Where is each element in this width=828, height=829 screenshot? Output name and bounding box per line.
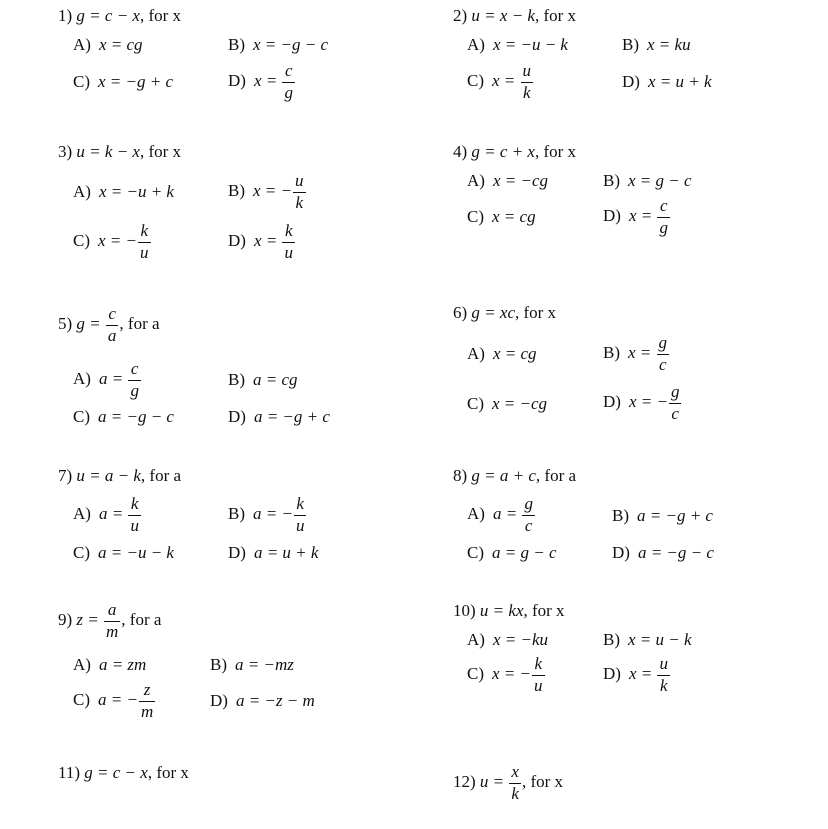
problem-equation: u = kx [479, 601, 524, 620]
problem-1-stem [58, 6, 181, 26]
problem-7-option-a[interactable]: A) a = $\frac{k}{u}$ [73, 494, 139, 535]
fraction: $\frac{c}{g}$ [284, 61, 293, 102]
problem-number: 1) [58, 6, 73, 25]
problem-equation: u = k − x [76, 142, 140, 161]
problem-12-stem [453, 763, 563, 803]
problem-9-option-b[interactable]: B) a = −mz [210, 655, 294, 674]
problem-5-option-c[interactable]: C) a = −g − c [73, 407, 174, 426]
fraction: $\frac{c}{g}$ [659, 196, 668, 237]
problem-6-option-c[interactable]: C) x = −cg [467, 394, 548, 413]
problem-10-option-c[interactable]: C) x = − $\frac{k}{u}$ [467, 654, 543, 695]
problem-9-stem [58, 601, 161, 641]
solve-for: , for x [514, 303, 557, 322]
problem-equation: g = c − x [76, 6, 140, 25]
problem-8-stem [453, 466, 576, 486]
problem-7-stem [58, 466, 181, 486]
problem-9-option-a[interactable]: A) a = zm [73, 655, 147, 674]
problem-number: 4) [453, 142, 468, 161]
problem-1-option-c[interactable]: C) x = −g + c [73, 72, 174, 91]
problem-2-option-b[interactable]: B) x = ku [622, 35, 691, 54]
problem-4-stem [453, 142, 576, 162]
fraction: $\frac{k}{u}$ [140, 221, 149, 262]
fraction: $\frac{u}{k}$ [659, 654, 668, 695]
solve-for: , for x [523, 601, 565, 620]
fraction: $\frac{x}{k}$ [511, 762, 519, 803]
solve-for: , for x [139, 142, 182, 161]
fraction: $\frac{c}{a}$ [107, 304, 117, 345]
solve-for: , for x [534, 6, 577, 25]
problem-3-stem [58, 142, 181, 162]
problem-equation: g = [76, 314, 101, 334]
problem-5-stem [58, 305, 160, 345]
solve-for: , for x [147, 763, 189, 782]
problem-7-option-c[interactable]: C) a = −u − k [73, 543, 174, 562]
solve-for: , for x [521, 772, 564, 792]
problem-1-option-b[interactable]: B) x = −g − c [228, 35, 329, 54]
solve-for: , for x [534, 142, 577, 161]
problem-9-option-c[interactable]: C) a = − $\frac{z}{m}$ [73, 680, 154, 721]
problem-equation: u = a − k [76, 466, 141, 485]
problem-5-option-d[interactable]: D) a = −g + c [228, 407, 330, 426]
problem-6-stem [453, 303, 556, 323]
solve-for: , for a [119, 314, 160, 334]
problem-6-option-d[interactable]: D) x = − $\frac{g}{c}$ [603, 382, 680, 423]
problem-number: 3) [58, 142, 73, 161]
fraction: $\frac{g}{c}$ [658, 333, 668, 374]
problem-5-option-b[interactable]: B) a = cg [228, 370, 298, 389]
problem-11-stem [58, 763, 189, 783]
problem-10-option-a[interactable]: A) x = −ku [467, 630, 548, 649]
problem-equation: z = [76, 610, 99, 630]
problem-equation: u = x − k [471, 6, 535, 25]
problem-8-option-d[interactable]: D) a = −g − c [612, 543, 714, 562]
problem-equation: g = c + x [471, 142, 535, 161]
problem-number: 9) [58, 610, 73, 630]
problem-2-option-d[interactable]: D) x = u + k [622, 72, 712, 91]
problem-9-option-d[interactable]: D) a = −z − m [210, 691, 315, 710]
problem-3-option-c[interactable]: C) x = − $\frac{k}{u}$ [73, 221, 149, 262]
problem-number: 8) [453, 466, 468, 485]
problem-4-option-d[interactable]: D) x = $\frac{c}{g}$ [603, 196, 668, 237]
problem-8-option-c[interactable]: C) a = g − c [467, 543, 557, 562]
problem-4-option-c[interactable]: C) x = cg [467, 207, 536, 226]
solve-for: , for a [121, 610, 162, 630]
fraction: $\frac{g}{c}$ [524, 494, 533, 535]
fraction: $\frac{a}{m}$ [106, 600, 119, 641]
fraction: $\frac{u}{k}$ [522, 61, 532, 102]
fraction: $\frac{g}{c}$ [670, 382, 680, 423]
problem-10-option-b[interactable]: B) x = u − k [603, 630, 692, 649]
problem-3-option-a[interactable]: A) x = −u + k [73, 182, 174, 201]
problem-number: 7) [58, 466, 73, 485]
problem-equation: u = [479, 772, 505, 792]
problem-8-option-a[interactable]: A) a = $\frac{g}{c}$ [467, 494, 533, 535]
solve-for: , for x [139, 6, 182, 25]
problem-7-option-d[interactable]: D) a = u + k [228, 543, 319, 562]
problem-2-option-a[interactable]: A) x = −u − k [467, 35, 568, 54]
problem-number: 12) [453, 772, 476, 792]
problem-3-option-b[interactable]: B) x = − $\frac{u}{k}$ [228, 171, 304, 212]
fraction: $\frac{k}{u}$ [130, 494, 139, 535]
problem-3-option-d[interactable]: D) x = $\frac{k}{u}$ [228, 221, 293, 262]
problem-2-stem [453, 6, 576, 26]
problem-equation: g = a + c [471, 466, 536, 485]
fraction: $\frac{k}{u}$ [295, 494, 305, 535]
problem-8-option-b[interactable]: B) a = −g + c [612, 506, 713, 525]
problem-4-option-b[interactable]: B) x = g − c [603, 171, 692, 190]
problem-number: 10) [453, 601, 476, 620]
problem-number: 2) [453, 6, 468, 25]
problem-number: 5) [58, 314, 73, 334]
problem-6-option-b[interactable]: B) x = $\frac{g}{c}$ [603, 333, 668, 374]
problem-2-option-c[interactable]: C) x = $\frac{u}{k}$ [467, 61, 532, 102]
fraction: $\frac{k}{u}$ [534, 654, 543, 695]
problem-number: 6) [453, 303, 468, 322]
problem-10-stem [453, 601, 565, 621]
solve-for: , for a [535, 466, 577, 485]
problem-10-option-d[interactable]: D) x = $\frac{u}{k}$ [603, 654, 668, 695]
fraction: $\frac{z}{m}$ [140, 680, 154, 721]
problem-number: 11) [58, 763, 81, 782]
problem-1-option-a[interactable]: A) x = cg [73, 35, 143, 54]
problem-equation: g = c − x [84, 763, 148, 782]
problem-1-option-d[interactable]: D) x = $\frac{c}{g}$ [228, 61, 293, 102]
problem-4-option-a[interactable]: A) x = −cg [467, 171, 548, 190]
fraction: $\frac{c}{g}$ [130, 359, 139, 400]
solve-for: , for a [140, 466, 182, 485]
problem-equation: g = xc [471, 303, 515, 322]
problem-7-option-b[interactable]: B) a = − $\frac{k}{u}$ [228, 494, 305, 535]
fraction: $\frac{u}{k}$ [295, 171, 304, 212]
problem-5-option-a[interactable]: A) a = $\frac{c}{g}$ [73, 359, 139, 400]
fraction: $\frac{k}{u}$ [284, 221, 293, 262]
problem-6-option-a[interactable]: A) x = cg [467, 344, 537, 363]
